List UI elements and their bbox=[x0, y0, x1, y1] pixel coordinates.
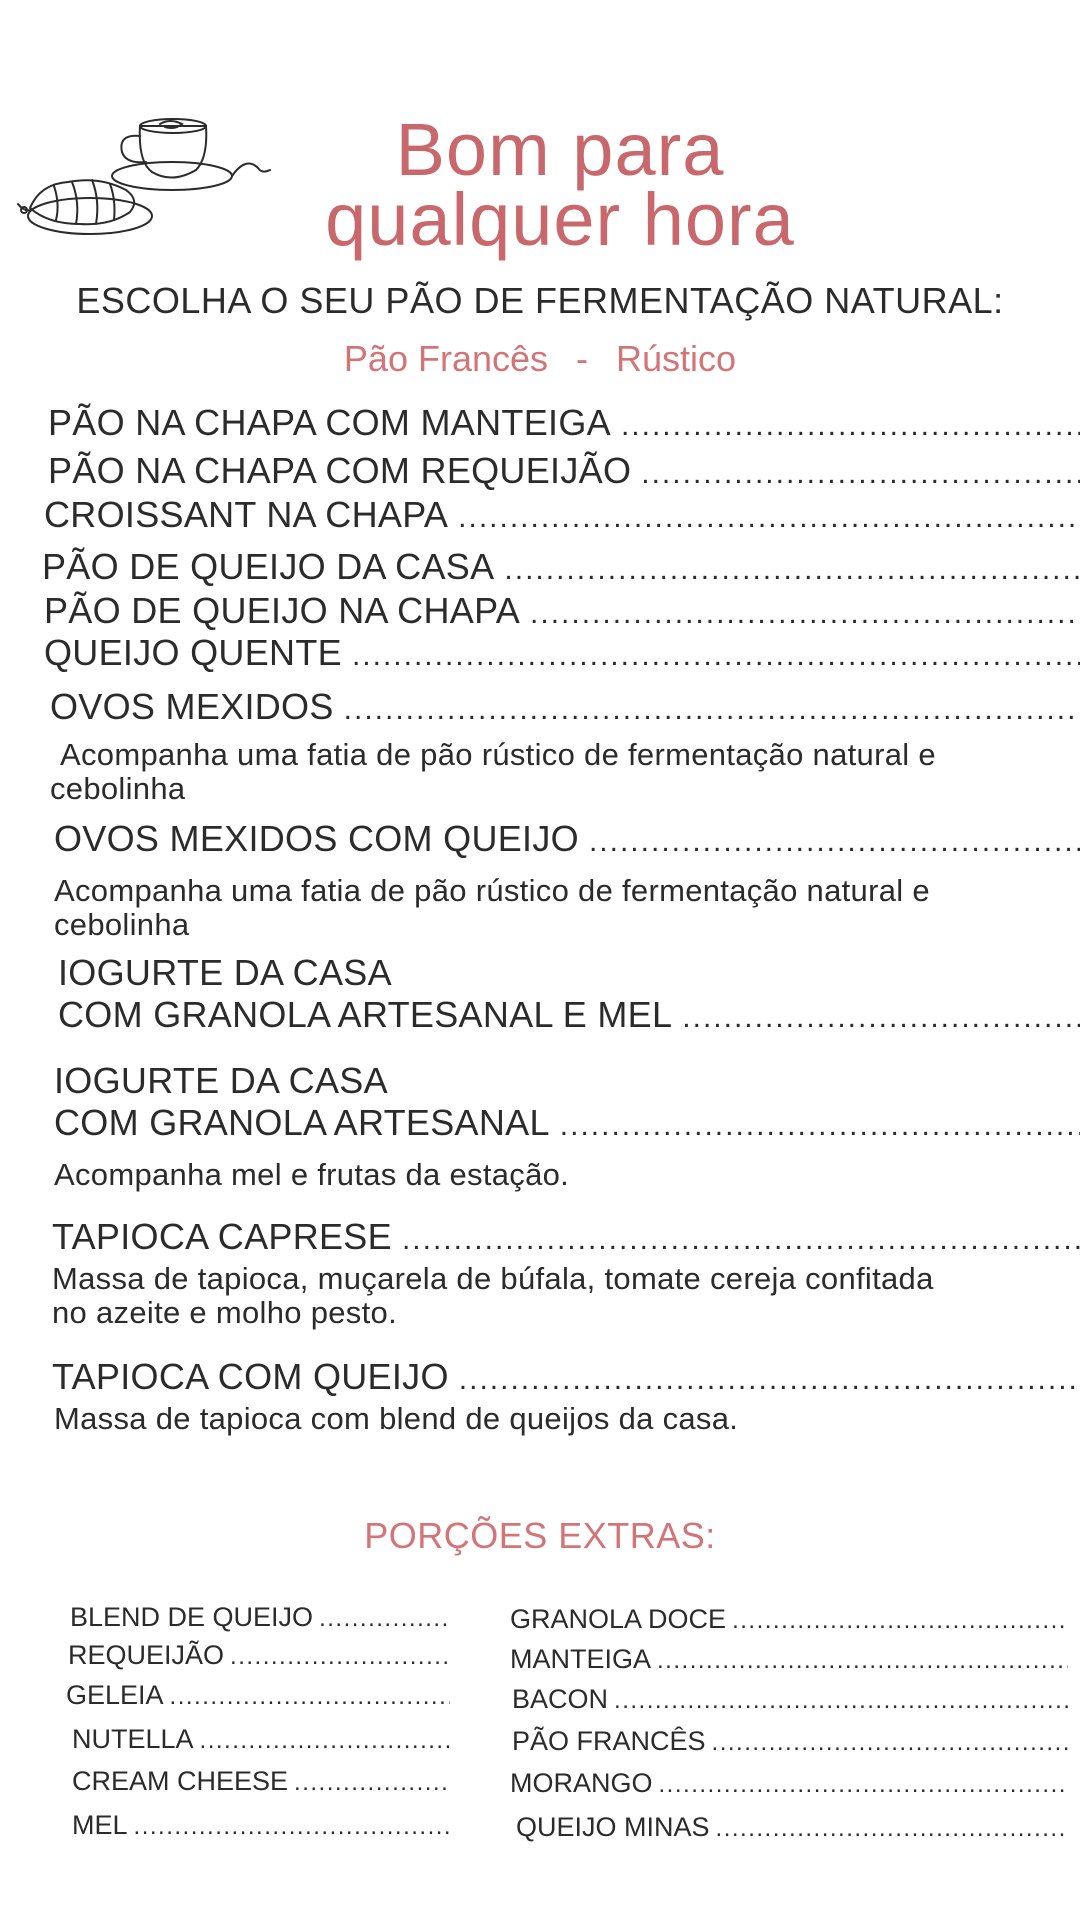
extra-item bbox=[510, 1604, 1068, 1635]
extra-item-name: PÃO FRANCÊS bbox=[512, 1726, 706, 1756]
menu-item-description: Massa de tapioca com blend de queijos da casa. bbox=[54, 1401, 739, 1436]
menu-item-name: QUEIJO QUENTE bbox=[44, 632, 342, 673]
coffee-croissant-illustration bbox=[10, 112, 272, 242]
menu-item bbox=[0, 818, 1080, 942]
extra-item-name: MANTEIGA bbox=[510, 1644, 652, 1674]
extra-item bbox=[72, 1810, 450, 1841]
leader-dots bbox=[170, 1683, 450, 1711]
menu-item-name: OVOS MEXIDOS bbox=[50, 686, 334, 727]
leader-dots bbox=[716, 1815, 1068, 1843]
leader-dots bbox=[134, 1813, 450, 1841]
leader-dots bbox=[530, 597, 1080, 631]
menu-item bbox=[0, 952, 1080, 1036]
leader-dots bbox=[641, 457, 1080, 491]
leader-dots bbox=[352, 639, 1080, 673]
menu-item-name: PÃO DE QUEIJO DA CASA bbox=[42, 546, 495, 587]
extra-item-name: REQUEIJÃO bbox=[68, 1640, 225, 1670]
bread-choice-heading: ESCOLHA O SEU PÃO DE FERMENTAÇÃO NATURAL: bbox=[76, 280, 1004, 321]
extra-item bbox=[512, 1684, 1068, 1715]
title-line-2: qualquer hora bbox=[325, 178, 795, 261]
extra-item-name: BACON bbox=[512, 1684, 609, 1714]
page-title bbox=[300, 108, 820, 261]
menu-item bbox=[0, 590, 1080, 632]
bread-option-rustico: Rústico bbox=[616, 338, 737, 379]
extra-item bbox=[516, 1812, 1068, 1843]
menu-item-description: Acompanha mel e frutas da estação. bbox=[54, 1157, 570, 1192]
extra-item-name: MEL bbox=[72, 1810, 128, 1840]
leader-dots bbox=[200, 1727, 450, 1755]
menu-item-name: PÃO NA CHAPA COM MANTEIGA bbox=[48, 402, 611, 443]
leader-dots bbox=[657, 1647, 1068, 1675]
leader-dots bbox=[621, 409, 1080, 443]
extras-heading: PORÇÕES EXTRAS: bbox=[364, 1515, 716, 1556]
menu-item-name: COM GRANOLA ARTESANAL E MEL bbox=[58, 994, 673, 1035]
leader-dots bbox=[344, 693, 1080, 727]
menu-item-name: COM GRANOLA ARTESANAL bbox=[54, 1102, 550, 1143]
extra-item-name: GELEIA bbox=[66, 1680, 164, 1710]
leader-dots bbox=[560, 1109, 1080, 1143]
bread-separator: - bbox=[576, 338, 589, 379]
bread-options bbox=[0, 338, 1080, 380]
extra-item bbox=[66, 1680, 450, 1711]
extra-item bbox=[510, 1644, 1068, 1675]
menu-item bbox=[0, 632, 1080, 674]
menu-item-description: Acompanha uma fatia de pão rústico de fermentação natural e bbox=[60, 737, 936, 772]
menu-item-name: IOGURTE DA CASA bbox=[58, 952, 392, 993]
menu-item bbox=[0, 402, 1080, 444]
menu-item-name: OVOS MEXIDOS COM QUEIJO bbox=[54, 818, 579, 859]
leader-dots bbox=[682, 1001, 1080, 1035]
leader-dots bbox=[712, 1729, 1068, 1757]
leader-dots bbox=[589, 825, 1080, 859]
extra-item bbox=[72, 1724, 450, 1755]
menu-item-name: PÃO DE QUEIJO NA CHAPA bbox=[44, 590, 521, 631]
menu-item-name: CROISSANT NA CHAPA bbox=[44, 494, 449, 535]
menu-item bbox=[0, 1216, 1080, 1330]
bread-option-frances: Pão Francês bbox=[343, 338, 549, 379]
menu-item-description: cebolinha bbox=[54, 907, 190, 942]
menu-item-name: IOGURTE DA CASA bbox=[54, 1060, 388, 1101]
extra-item-name: MORANGO bbox=[510, 1768, 653, 1798]
leader-dots bbox=[230, 1643, 450, 1671]
extra-item-name: CREAM CHEESE bbox=[72, 1766, 289, 1796]
leader-dots bbox=[319, 1605, 450, 1633]
leader-dots bbox=[659, 1771, 1068, 1799]
menu-item bbox=[0, 1060, 1080, 1192]
title-line-1: Bom para bbox=[395, 108, 725, 191]
leader-dots bbox=[402, 1223, 1080, 1257]
menu-item-description: Acompanha uma fatia de pão rústico de fermentação natural e bbox=[54, 873, 930, 908]
menu-item-name: TAPIOCA COM QUEIJO bbox=[52, 1356, 449, 1397]
leader-dots bbox=[614, 1687, 1068, 1715]
extra-item-name: GRANOLA DOCE bbox=[510, 1604, 727, 1634]
leader-dots bbox=[504, 553, 1080, 587]
extra-item bbox=[72, 1766, 450, 1797]
menu-item-name: TAPIOCA CAPRESE bbox=[52, 1216, 392, 1257]
leader-dots bbox=[294, 1769, 450, 1797]
menu-item bbox=[0, 494, 1080, 536]
extra-item bbox=[512, 1726, 1068, 1757]
menu-item bbox=[0, 450, 1080, 492]
extra-item-name: QUEIJO MINAS bbox=[516, 1812, 710, 1842]
menu-item-name: PÃO NA CHAPA COM REQUEIJÃO bbox=[48, 450, 632, 491]
menu-item-description: no azeite e molho pesto. bbox=[52, 1295, 397, 1330]
extra-item bbox=[68, 1640, 450, 1671]
extra-item-name: BLEND DE QUEIJO bbox=[70, 1602, 314, 1632]
menu-item-description: Massa de tapioca, muçarela de búfala, tomate cereja confitada bbox=[52, 1261, 934, 1296]
menu-item bbox=[0, 686, 1080, 806]
leader-dots bbox=[458, 501, 1080, 535]
menu-item bbox=[0, 546, 1080, 588]
menu-item bbox=[0, 1356, 1080, 1436]
leader-dots bbox=[732, 1607, 1068, 1635]
leader-dots bbox=[459, 1363, 1080, 1397]
extra-item bbox=[70, 1602, 450, 1633]
extra-item bbox=[510, 1768, 1068, 1799]
menu-item-description: cebolinha bbox=[50, 771, 186, 806]
extra-item-name: NUTELLA bbox=[72, 1724, 194, 1754]
